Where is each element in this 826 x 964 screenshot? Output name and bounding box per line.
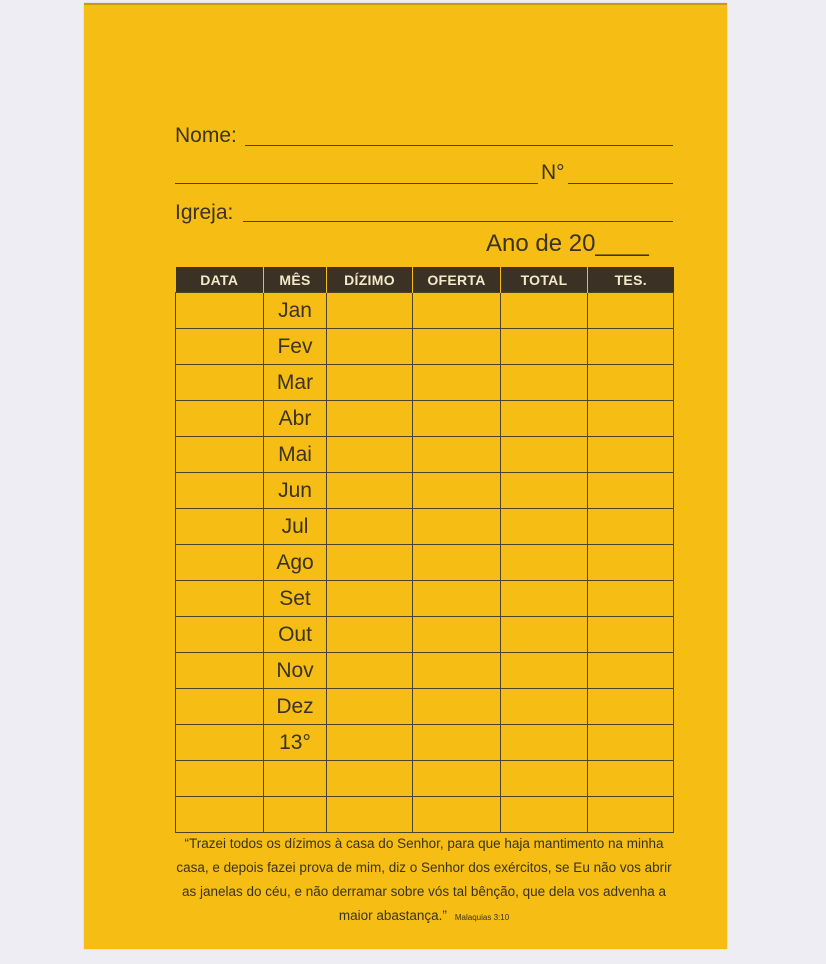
total-cell[interactable] [501,797,588,833]
total-cell[interactable] [501,365,588,401]
tithe-cell[interactable] [327,617,413,653]
table-row [176,797,674,833]
total-cell[interactable] [501,653,588,689]
tithe-cell[interactable] [327,689,413,725]
date-cell[interactable] [176,545,264,581]
date-cell[interactable] [176,437,264,473]
total-cell[interactable] [501,617,588,653]
month-cell [264,761,327,797]
header-month: MÊS [264,267,327,293]
envelope-top-edge [84,3,727,5]
treasurer-cell[interactable] [588,653,674,689]
table-row [176,437,674,473]
tithe-cell[interactable] [327,437,413,473]
total-cell[interactable] [501,401,588,437]
header-total: TOTAL [501,267,588,293]
date-cell[interactable] [176,329,264,365]
date-cell[interactable] [176,689,264,725]
table-row [176,581,674,617]
offering-cell[interactable] [413,581,501,617]
total-cell[interactable] [501,761,588,797]
offering-cell[interactable] [413,545,501,581]
name-label: Nome: [175,124,237,147]
month-cell: Jul [264,509,327,545]
table-row [176,473,674,509]
total-cell[interactable] [501,725,588,761]
total-cell[interactable] [501,581,588,617]
offering-cell[interactable] [413,329,501,365]
tithe-cell[interactable] [327,509,413,545]
year-label: Ano de 20____ [486,230,649,257]
name-field-line[interactable] [245,145,673,146]
treasurer-cell[interactable] [588,329,674,365]
church-field-line[interactable] [243,221,673,222]
offering-cell[interactable] [413,653,501,689]
treasurer-cell[interactable] [588,437,674,473]
table-row [176,689,674,725]
name-continuation-line[interactable] [175,183,538,184]
offering-cell[interactable] [413,689,501,725]
treasurer-cell[interactable] [588,473,674,509]
table-row [176,617,674,653]
offering-cell[interactable] [413,401,501,437]
tithe-cell[interactable] [327,293,413,329]
treasurer-cell[interactable] [588,797,674,833]
offering-cell[interactable] [413,473,501,509]
date-cell[interactable] [176,617,264,653]
month-cell: Abr [264,401,327,437]
offering-cell[interactable] [413,509,501,545]
verse-reference: Malaquias 3:10 [454,913,510,922]
tithe-cell[interactable] [327,473,413,509]
table-row [176,329,674,365]
date-cell[interactable] [176,473,264,509]
month-cell: Ago [264,545,327,581]
month-cell: 13° [264,725,327,761]
date-cell[interactable] [176,653,264,689]
date-cell[interactable] [176,401,264,437]
table-row [176,509,674,545]
month-cell: Dez [264,689,327,725]
month-cell: Fev [264,329,327,365]
month-cell: Mar [264,365,327,401]
date-cell[interactable] [176,509,264,545]
header-tithe: DÍZIMO [327,267,413,293]
date-cell[interactable] [176,365,264,401]
table-row [176,365,674,401]
date-cell[interactable] [176,581,264,617]
offering-cell[interactable] [413,365,501,401]
offering-cell[interactable] [413,797,501,833]
month-cell: Nov [264,653,327,689]
total-cell[interactable] [501,689,588,725]
tithe-cell[interactable] [327,581,413,617]
table-row [176,401,674,437]
number-field-line[interactable] [568,183,673,184]
tithe-cell[interactable] [327,401,413,437]
treasurer-cell[interactable] [588,761,674,797]
header-treasurer: TES. [588,267,674,293]
total-cell[interactable] [501,329,588,365]
month-cell: Out [264,617,327,653]
treasurer-cell[interactable] [588,509,674,545]
table-row [176,725,674,761]
month-cell: Jan [264,293,327,329]
offering-cell[interactable] [413,725,501,761]
treasurer-cell[interactable] [588,617,674,653]
tithe-cell[interactable] [327,329,413,365]
date-cell[interactable] [176,797,264,833]
tithe-cell[interactable] [327,797,413,833]
tithe-cell[interactable] [327,365,413,401]
table-header-row [176,267,674,293]
tithe-ledger-table [175,267,674,833]
treasurer-cell[interactable] [588,545,674,581]
table-row [176,653,674,689]
offering-cell[interactable] [413,761,501,797]
month-cell [264,797,327,833]
tithe-cell[interactable] [327,545,413,581]
scripture-verse [170,832,678,930]
total-cell[interactable] [501,293,588,329]
treasurer-cell[interactable] [588,365,674,401]
month-cell: Set [264,581,327,617]
treasurer-cell[interactable] [588,689,674,725]
offering-cell[interactable] [413,437,501,473]
treasurer-cell[interactable] [588,401,674,437]
number-label: N° [541,161,565,184]
treasurer-cell[interactable] [588,725,674,761]
month-cell: Jun [264,473,327,509]
verse-text: “Trazei todos os dízimos à casa do Senhor, para que haja mantimento na minha casa, e depois fazei prova de mim, diz o Senhor dos exércitos, se Eu não vos abrir as janelas do céu, e não derramar sobre vós tal bênção, que dela vos advenha a maior abastança.” [176,836,672,923]
table-row [176,293,674,329]
tithe-cell[interactable] [327,725,413,761]
church-label: Igreja: [175,201,234,224]
table-row [176,545,674,581]
total-cell[interactable] [501,473,588,509]
date-cell[interactable] [176,293,264,329]
treasurer-cell[interactable] [588,293,674,329]
total-cell[interactable] [501,437,588,473]
table-row [176,761,674,797]
total-cell[interactable] [501,509,588,545]
offering-cell[interactable] [413,617,501,653]
header-date: DATA [176,267,264,293]
tithe-cell[interactable] [327,761,413,797]
total-cell[interactable] [501,545,588,581]
date-cell[interactable] [176,761,264,797]
treasurer-cell[interactable] [588,581,674,617]
header-offering: OFERTA [413,267,501,293]
date-cell[interactable] [176,725,264,761]
tithe-cell[interactable] [327,653,413,689]
offering-cell[interactable] [413,293,501,329]
month-cell: Mai [264,437,327,473]
